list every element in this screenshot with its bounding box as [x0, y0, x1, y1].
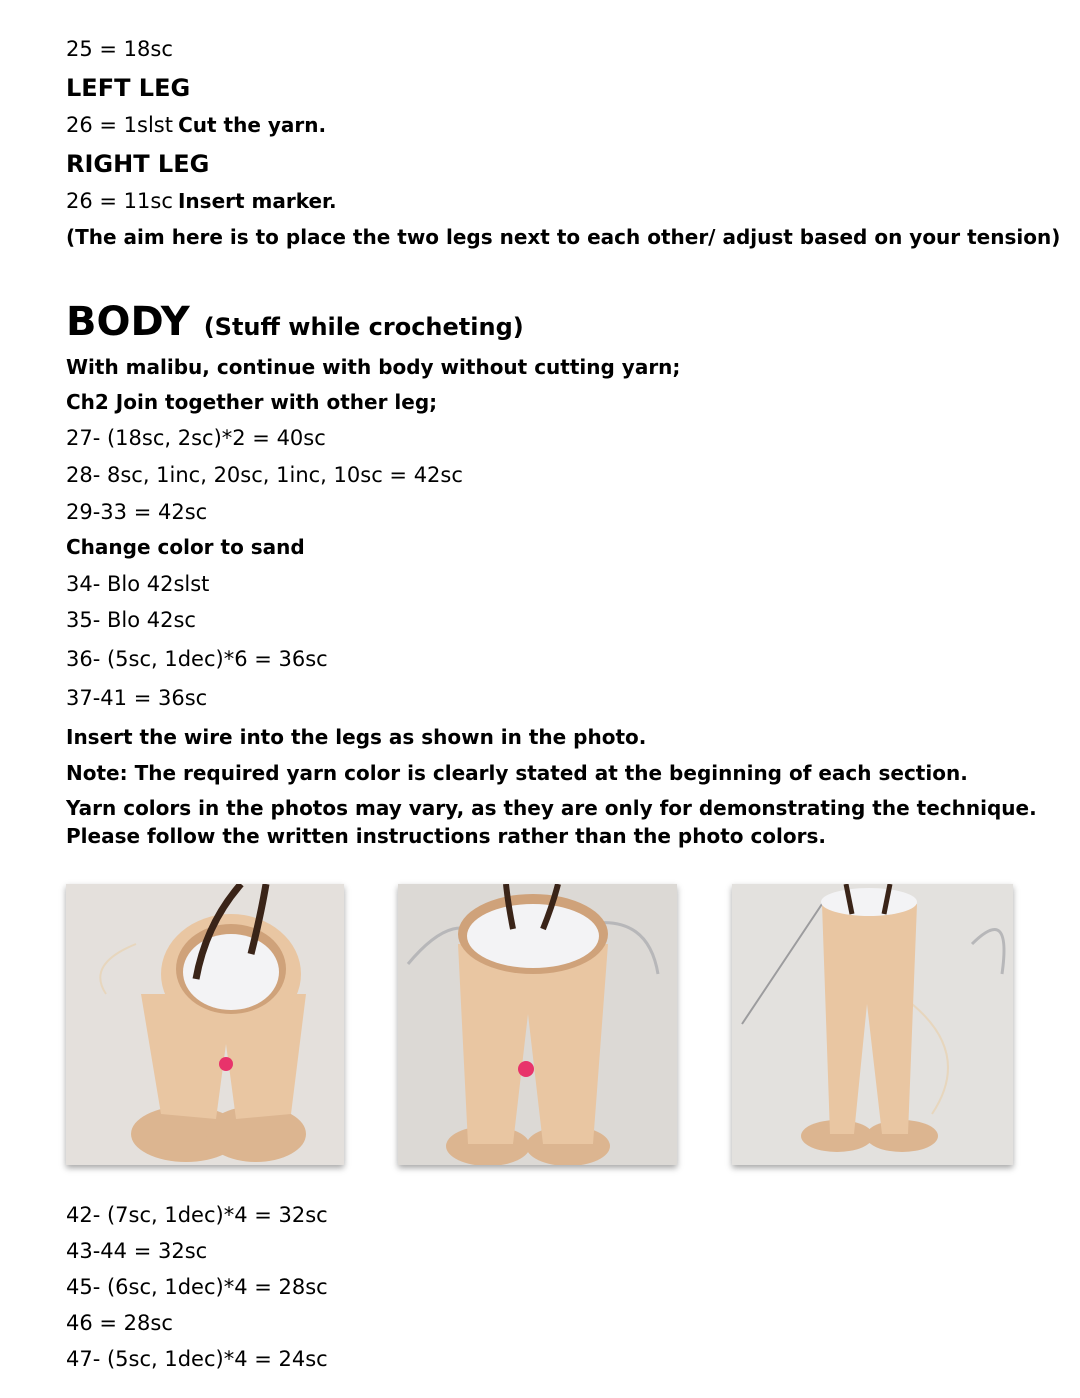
row-35: 35- Blo 42sc — [66, 608, 196, 632]
row-36: 36- (5sc, 1dec)*6 = 36sc — [66, 647, 328, 671]
yarn-color-note: Note: The required yarn color is clearly stated at the beginning of each section. — [66, 761, 968, 785]
row-26-left — [66, 115, 326, 136]
photo-legs-top-view — [66, 884, 344, 1165]
body-subtitle: (Stuff while crocheting) — [203, 313, 524, 341]
row-27: 27- (18sc, 2sc)*2 = 40sc — [66, 426, 326, 450]
photo-legs-front-view — [398, 884, 677, 1165]
wire-note: Insert the wire into the legs as shown in the photo. — [66, 725, 647, 749]
row-28: 28- 8sc, 1inc, 20sc, 1inc, 10sc = 42sc — [66, 463, 463, 487]
crochet-legs-illustration-3 — [732, 884, 1013, 1165]
row-26-left-count: 26 = 1slst — [66, 113, 173, 137]
photo-legs-finished — [732, 884, 1013, 1165]
row-46: 46 = 28sc — [66, 1311, 173, 1335]
body-intro-2: Ch2 Join together with other leg; — [66, 390, 438, 414]
aim-note: (The aim here is to place the two legs next to each other/ adjust based on your tension) — [66, 225, 1061, 249]
row-26-right — [66, 191, 337, 212]
body-intro-1: With malibu, continue with body without cutting yarn; — [66, 355, 681, 379]
body-title: BODY — [66, 299, 190, 345]
right-leg-heading: RIGHT LEG — [66, 150, 210, 178]
body-heading — [66, 299, 524, 345]
row-26-right-count: 26 = 11sc — [66, 189, 173, 213]
row-47: 47- (5sc, 1dec)*4 = 24sc — [66, 1347, 328, 1371]
photo-color-note: Yarn colors in the photos may vary, as they are only for demonstrating the technique. Please follow the written instructions rather than the photo colors. — [66, 796, 1037, 848]
color-change-note: Change color to sand — [66, 535, 305, 559]
row-25: 25 = 18sc — [66, 37, 173, 61]
row-43-44: 43-44 = 32sc — [66, 1239, 208, 1263]
row-37-41: 37-41 = 36sc — [66, 686, 208, 710]
left-leg-heading: LEFT LEG — [66, 74, 191, 102]
crochet-legs-illustration-2 — [398, 884, 677, 1165]
row-26-left-note: Cut the yarn. — [178, 113, 327, 137]
crochet-legs-illustration-1 — [66, 884, 344, 1165]
row-29-33: 29-33 = 42sc — [66, 500, 208, 524]
row-26-right-note: Insert marker. — [177, 189, 337, 213]
row-45: 45- (6sc, 1dec)*4 = 28sc — [66, 1275, 328, 1299]
row-34: 34- Blo 42slst — [66, 572, 210, 596]
row-42: 42- (7sc, 1dec)*4 = 32sc — [66, 1203, 328, 1227]
